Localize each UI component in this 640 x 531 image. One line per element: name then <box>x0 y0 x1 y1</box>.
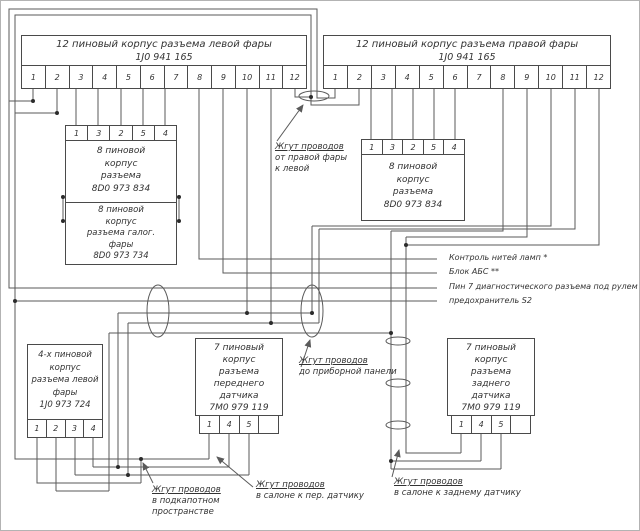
rear-sensor-pin-row <box>451 415 531 434</box>
housing-text: корпус <box>49 362 81 373</box>
bundle-ellipse-top-icon <box>299 91 329 101</box>
callout-line: Жгут проводов <box>152 485 221 495</box>
left-4pin-pin-row <box>27 419 103 438</box>
pin-cell: 8 <box>490 66 514 88</box>
label-fuse-s2: предохранитель S2 <box>449 296 532 305</box>
left-headlamp-pin-row <box>21 65 307 89</box>
housing-text: фары <box>52 387 78 398</box>
label-abs-unit: Блок АБС ** <box>449 267 499 276</box>
pin-cell: 5 <box>491 416 511 433</box>
callout-line: в салоне к заднему датчику <box>394 488 521 498</box>
pin-cell: 11 <box>259 66 283 88</box>
pin-cell: 11 <box>562 66 586 88</box>
right-headlamp-connector-box <box>323 35 611 66</box>
pin-cell <box>510 416 530 433</box>
pin-cell: 3 <box>382 140 403 154</box>
pin-cell: 4 <box>395 66 419 88</box>
housing-text: 7 пиновый <box>214 343 264 353</box>
housing-text: 8 пиновой <box>96 146 146 156</box>
pin-cell: 8 <box>187 66 211 88</box>
pin-cell: 2 <box>46 420 65 437</box>
housing-text: корпус <box>396 174 430 185</box>
pin-cell: 1 <box>206 420 212 429</box>
pin-cell: 6 <box>443 66 467 88</box>
right-8pin-pin-row <box>361 139 465 155</box>
housing-text: заднего <box>471 379 511 389</box>
pin-cell: 2 <box>45 66 69 88</box>
housing-part: 1J0 973 724 <box>39 400 91 410</box>
housing-part: 7M0 979 119 <box>209 403 269 413</box>
pin-cell: 3 <box>87 126 109 140</box>
housing-text: корпус <box>474 355 508 365</box>
callout-harness-right-to-left <box>275 142 347 175</box>
housing-text: 4-х пиновой <box>38 350 92 360</box>
pin-cell: 4 <box>154 126 176 140</box>
housing-part: 7M0 979 119 <box>461 403 521 413</box>
pin-cell: 1 <box>332 72 338 82</box>
housing-text: фары <box>108 239 134 250</box>
housing-text: разъема левой <box>31 375 99 385</box>
callout-harness-front-sensor <box>256 480 364 502</box>
right-headlamp-connector-title: 12 пиновый корпус разъема правой фары <box>355 39 579 50</box>
pin-cell <box>258 416 278 433</box>
pin-cell: 4 <box>443 140 464 154</box>
housing-text: 7 пиновый <box>466 343 516 353</box>
pin-cell: 5 <box>423 140 444 154</box>
front-sensor-housing-box <box>195 338 283 416</box>
callout-harness-engine-bay <box>152 485 221 518</box>
pin-cell: 10 <box>538 66 562 88</box>
pin-cell: 1 <box>74 128 80 138</box>
housing-part: 8D0 973 834 <box>383 199 443 210</box>
left-headlamp-connector-title: 12 пиновый корпус разъема левой фары <box>56 39 272 50</box>
pin-cell: 5 <box>419 66 443 88</box>
pin-cell: 12 <box>282 66 306 88</box>
callout-line: от правой фары <box>275 153 348 163</box>
pin-cell: 1 <box>369 142 375 152</box>
pin-cell: 10 <box>235 66 259 88</box>
pin-cell: 2 <box>402 140 423 154</box>
callout-line: в салоне к пер. датчику <box>256 491 364 501</box>
callout-line: Жгут проводов <box>394 477 463 487</box>
housing-text: датчика <box>219 391 259 401</box>
housing-part: 8D0 973 734 <box>93 251 149 261</box>
left-8pin-pin-row <box>65 125 177 141</box>
pin-cell: 4 <box>219 416 239 433</box>
housing-text: разъема <box>100 171 142 181</box>
housing-text: 8 пиновой <box>388 162 438 172</box>
callout-line: Жгут проводов <box>256 480 325 490</box>
pin-cell: 12 <box>586 66 610 88</box>
pin-cell: 5 <box>132 126 154 140</box>
left-headlamp-connector-part: 1J0 941 165 <box>135 52 193 63</box>
housing-part: 8D0 973 834 <box>91 183 151 194</box>
rear-sensor-housing-box <box>447 338 535 416</box>
left-8pin-halogen-housing-box <box>65 202 177 265</box>
housing-text: разъема <box>392 187 434 197</box>
callout-line: пространстве <box>152 507 214 517</box>
callout-harness-dashboard <box>299 356 397 378</box>
callout-harness-rear-sensor <box>394 477 521 499</box>
callout-line: до приборной панели <box>299 367 397 377</box>
housing-text: корпус <box>105 216 137 227</box>
pin-cell: 1 <box>30 72 36 82</box>
pin-cell: 1 <box>34 424 40 433</box>
left-headlamp-connector-box <box>21 35 307 66</box>
left-8pin-housing-box <box>65 140 177 203</box>
housing-text: датчика <box>471 391 511 401</box>
housing-text: переднего <box>213 379 265 389</box>
label-lamp-filament-monitor: Контроль нитей ламп * <box>449 253 548 262</box>
housing-text: 8 пиновой <box>98 205 144 215</box>
pin-cell: 7 <box>467 66 491 88</box>
pin-cell: 2 <box>347 66 371 88</box>
pin-cell: 3 <box>69 66 93 88</box>
left-4pin-housing-box <box>27 344 103 420</box>
pin-cell: 1 <box>458 420 464 429</box>
right-headlamp-connector-part: 1J0 941 165 <box>438 52 496 63</box>
pin-cell: 3 <box>65 420 84 437</box>
callout-line: Жгут проводов <box>275 142 344 152</box>
right-8pin-housing-box <box>361 154 465 221</box>
pin-cell: 4 <box>471 416 491 433</box>
callout-line: в подкапотном <box>152 496 220 506</box>
housing-text: разъема <box>218 367 260 377</box>
bundle-ellipse-left-icon <box>147 285 169 337</box>
pin-cell: 4 <box>92 66 116 88</box>
callout-line: к левой <box>275 164 310 174</box>
housing-text: разъема галог. <box>86 228 156 238</box>
pin-cell: 7 <box>164 66 188 88</box>
right-headlamp-pin-row <box>323 65 611 89</box>
pin-cell: 6 <box>140 66 164 88</box>
label-diagnostic-pin7: Пин 7 диагностического разъема под рулем <box>449 282 638 291</box>
pin-cell: 9 <box>514 66 538 88</box>
pin-cell: 3 <box>371 66 395 88</box>
housing-text: корпус <box>104 158 138 169</box>
housing-text: разъема <box>470 367 512 377</box>
pin-cell: 2 <box>109 126 131 140</box>
front-sensor-pin-row <box>199 415 279 434</box>
pin-cell: 4 <box>83 420 102 437</box>
pin-cell: 9 <box>211 66 235 88</box>
callout-line: Жгут проводов <box>299 356 368 366</box>
pin-cell: 5 <box>116 66 140 88</box>
pin-cell: 5 <box>239 416 259 433</box>
housing-text: корпус <box>222 355 256 365</box>
